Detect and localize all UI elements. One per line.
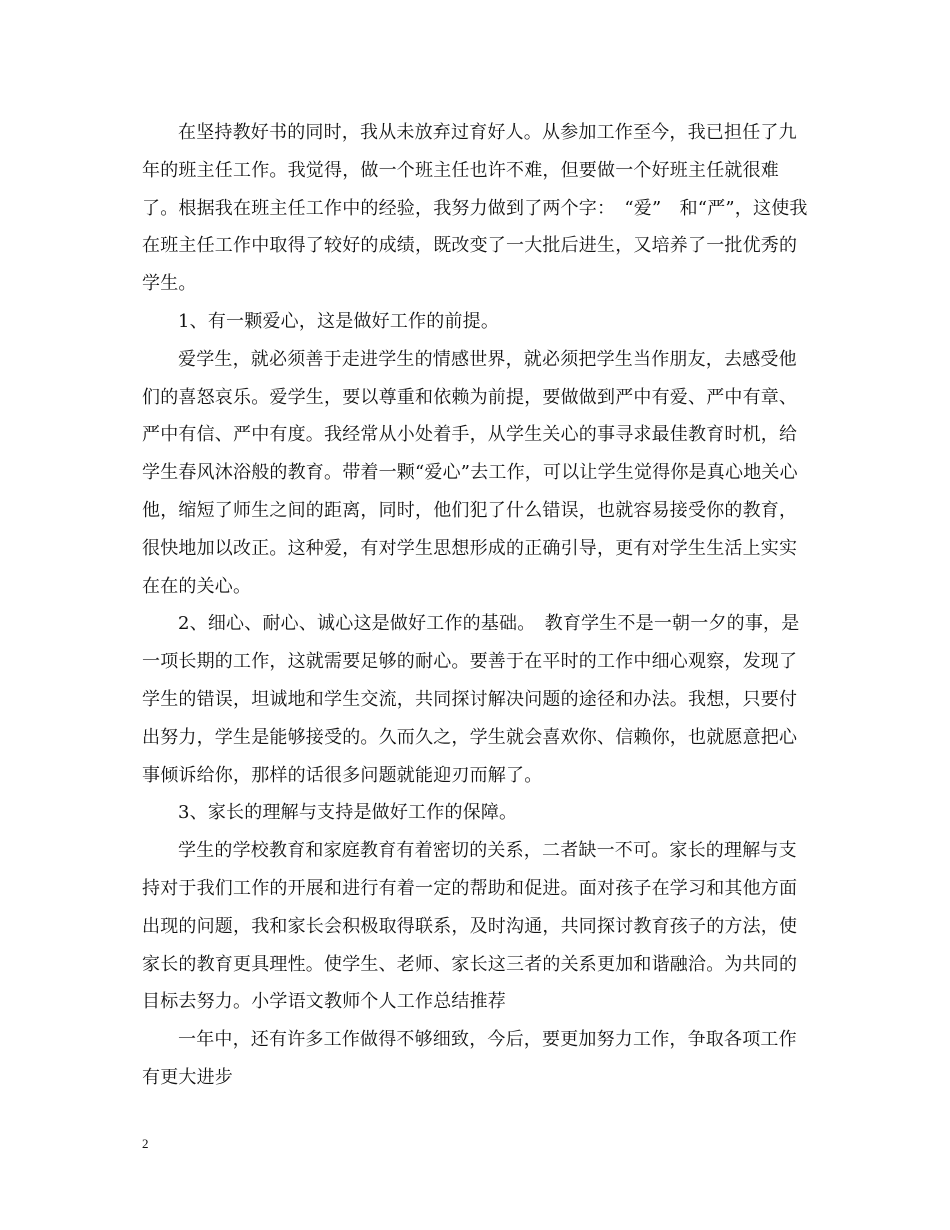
paragraph-class-teacher-intro: 在坚持教好书的同时，我从未放弃过育好人。从参加工作至今，我已担任了九年的班主任工作。我觉得，做一个班主任也许不难，但要做一个好班主任就很难了。根据我在班主任工作中的经验，我努力做到了两个字： “爱” 和“严”，这使我在班主任工作中取得了较好的成绩，既改变了一大批后进生，又培养了一批优秀的学生。 [142,122,808,295]
paragraph-conclusion: 一年中，还有许多工作做得不够细致，今后，要更加努力工作，争取各项工作有更大进步 [142,1029,797,1088]
document-body [142,114,810,1097]
page-number: 2 [142,1136,149,1151]
heading-point-3-parents: 3、家长的理解与支持是做好工作的保障。 [178,802,518,824]
paragraph-parents-support: 学生的学校教育和家庭教育有着密切的关系，二者缺一不可。家长的理解与支持对于我们工作的开展和进行有着一定的帮助和促进。面对孩子在学习和其他方面出现的问题，我和家长会积极取得联系，及时沟通，共同探讨教育孩子的方法，使家长的教育更具理性。使学生、老师、家长这三者的关系更加和谐融洽。为共同的目标去努力。小学语文教师个人工作总结推荐 [142,840,798,1013]
paragraph-point-2-patience: 2、细心、耐心、诚心这是做好工作的基础。 教育学生不是一朝一夕的事，是一项长期的工作，这就需要足够的耐心。要善于在平时的工作中细心观察，发现了学生的错误，坦诚地和学生交流，共同探讨解决问题的途径和办法。我想，只要付出努力，学生是能够接受的。久而久之，学生就会喜欢你、信赖你，也就愿意把心事倾诉给你，那样的话很多问题就能迎刃而解了。 [142,613,800,786]
paragraph-love-students: 爱学生，就必须善于走进学生的情感世界，就必须把学生当作朋友，去感受他们的喜怒哀乐。爱学生，要以尊重和依赖为前提，要做做到严中有爱、严中有章、严中有信、严中有度。我经常从小处着手，从学生关心的事寻求最佳教育时机，给学生春风沐浴般的教育。带着一颗“爱心”去工作，可以让学生觉得你是真心地关心他，缩短了师生之间的距离，同时，他们犯了什么错误，也就容易接受你的教育，很快地加以改正。这种爱，有对学生思想形成的正确引导，更有对学生生活上实实在在的关心。 [142,348,798,597]
heading-point-1-love: 1、有一颗爱心，这是做好工作的前提。 [178,310,500,332]
